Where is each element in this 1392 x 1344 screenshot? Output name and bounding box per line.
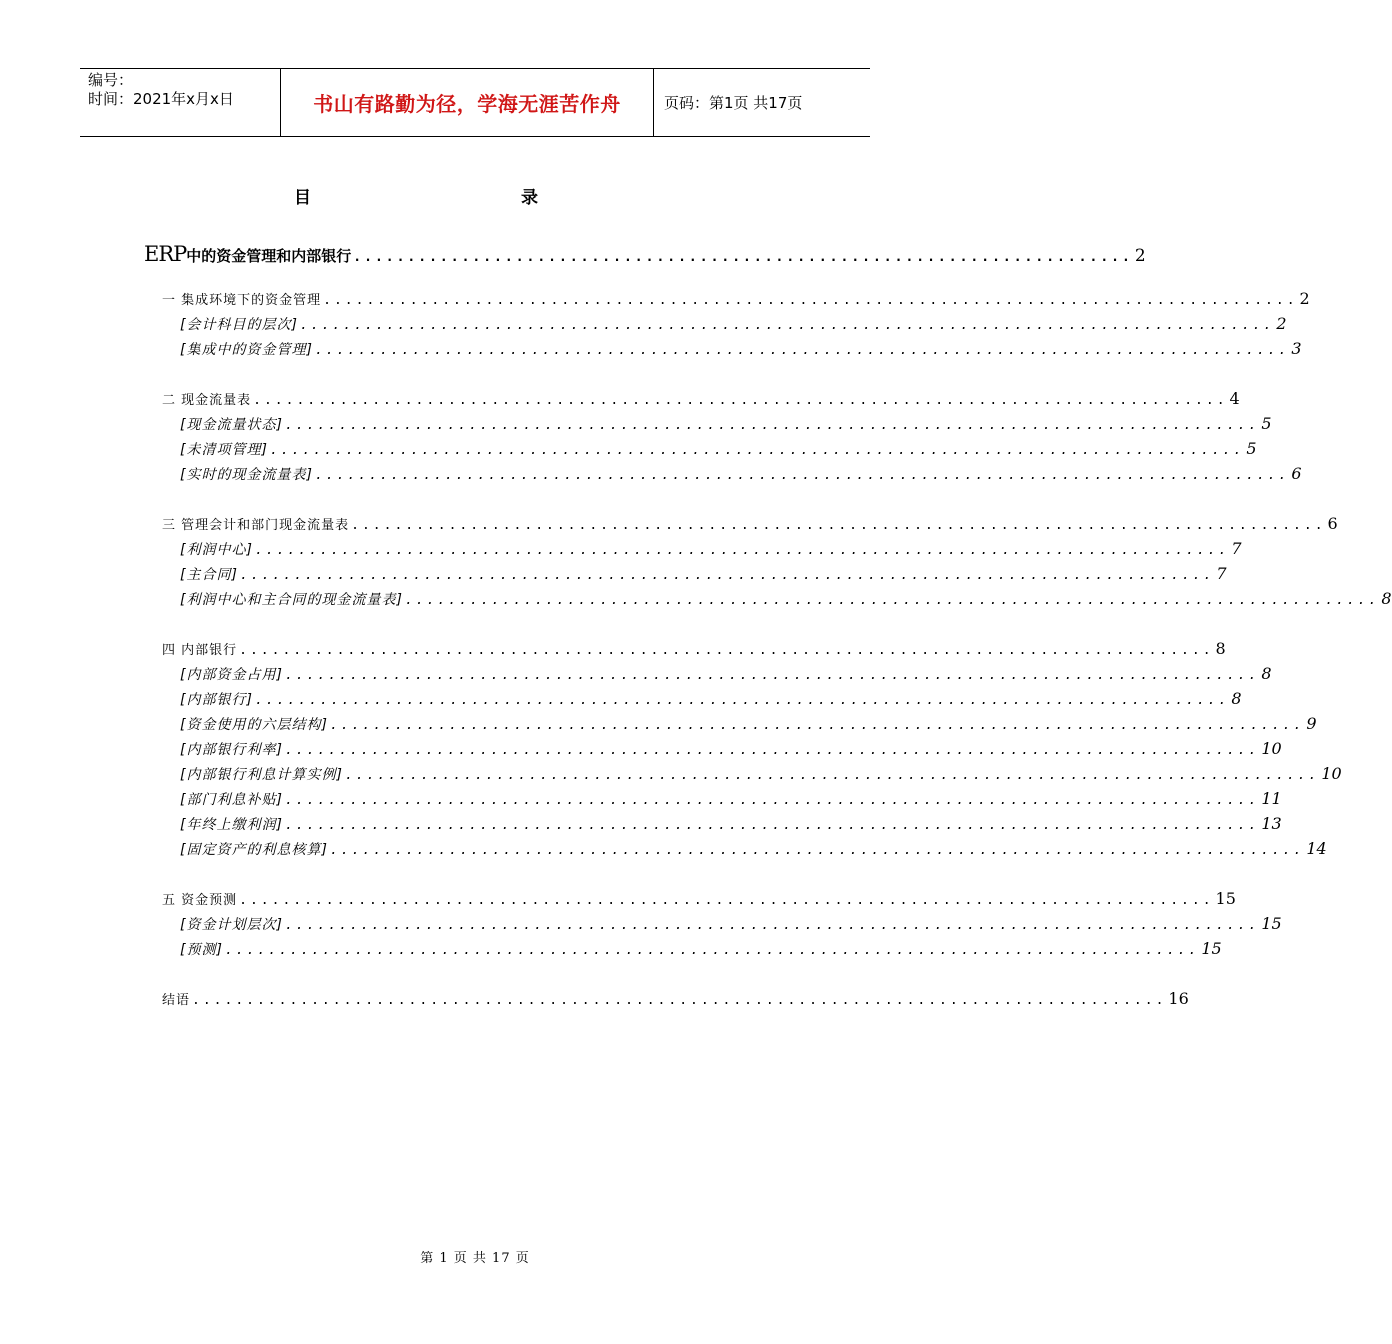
toc-entry-label: [现金流量状态] xyxy=(180,417,283,433)
toc-entry-label: [内部银行利息计算实例] xyxy=(180,767,343,783)
toc-entry-label: [会计科目的层次] xyxy=(180,317,298,333)
toc-entry-page: 16 xyxy=(1168,989,1189,1008)
toc-entry-label: [内部资金占用] xyxy=(180,667,283,683)
toc-leader-dots: .......................................................................................... xyxy=(284,793,1260,808)
toc-subsection-entry[interactable] xyxy=(180,339,1302,359)
toc-section-entry[interactable] xyxy=(162,514,1338,533)
toc-leader-dots: ........................................................................ xyxy=(353,250,1133,265)
toc-section-entry[interactable] xyxy=(162,389,1240,408)
toc-entry-page: 7 xyxy=(1216,564,1227,583)
header-page-info: 页码：第1页 共17页 xyxy=(664,94,803,112)
toc-subsection-entry[interactable] xyxy=(180,789,1282,809)
toc-subsection-entry[interactable] xyxy=(180,314,1287,334)
toc-subsection-entry[interactable] xyxy=(180,589,1392,609)
toc-subsection-entry[interactable] xyxy=(180,564,1227,584)
toc-entry-page: 10 xyxy=(1261,739,1282,758)
toc-main-prefix: ERP xyxy=(144,242,187,266)
doc-time-label: 时间：2021年x月x日 xyxy=(88,90,234,108)
toc-subsection-entry[interactable] xyxy=(180,814,1282,834)
toc-entry-page: 4 xyxy=(1229,389,1240,408)
toc-entry-label: [内部银行] xyxy=(180,692,253,708)
toc-entry-label: [实时的现金流量表] xyxy=(180,467,313,483)
toc-leader-dots: .......................................................................................... xyxy=(299,318,1275,333)
toc-subsection-entry[interactable] xyxy=(180,464,1302,484)
toc-leader-dots: .......................................................................................... xyxy=(351,518,1326,533)
toc-entry-label: 二 现金流量表 xyxy=(162,393,252,408)
toc-leader-dots: .......................................................................................... xyxy=(192,993,1167,1008)
toc-entry-page: 7 xyxy=(1231,539,1242,558)
toc-entry-page: 9 xyxy=(1306,714,1317,733)
toc-leader-dots: .......................................................................................... xyxy=(323,293,1298,308)
toc-entry-label: [利润中心] xyxy=(180,542,253,558)
toc-main-label xyxy=(144,242,351,266)
toc-entry-label: [资金使用的六层结构] xyxy=(180,717,328,733)
toc-subsection-entry[interactable] xyxy=(180,664,1272,684)
toc-subsection-entry[interactable] xyxy=(180,439,1257,459)
toc-entry-label: [未清项管理] xyxy=(180,442,268,458)
toc-leader-dots: .......................................................................................... xyxy=(404,593,1380,608)
toc-entry-page: 11 xyxy=(1261,789,1282,808)
toc-subsection-entry[interactable] xyxy=(180,714,1317,734)
toc-entry-page: 5 xyxy=(1246,439,1257,458)
toc-leader-dots: .......................................................................................... xyxy=(329,843,1305,858)
toc-entry-label: [预测] xyxy=(180,942,223,958)
toc-entry-label: 三 管理会计和部门现金流量表 xyxy=(162,518,350,533)
toc-entry-page: 14 xyxy=(1306,839,1327,858)
toc-leader-dots: .......................................................................................... xyxy=(284,668,1260,683)
toc-entry-page: 15 xyxy=(1215,889,1236,908)
page-footer: 第 1 页 共 17 页 xyxy=(420,1251,530,1266)
toc-leader-dots: .......................................................................................... xyxy=(284,743,1260,758)
toc-subsection-entry[interactable] xyxy=(180,739,1282,759)
toc-section-entry[interactable] xyxy=(162,639,1226,658)
toc-entry-page: 5 xyxy=(1261,414,1272,433)
toc-entry-label: [年终上缴利润] xyxy=(180,817,283,833)
toc-section-entry[interactable] xyxy=(162,289,1310,308)
toc-leader-dots: .......................................................................................... xyxy=(314,343,1290,358)
toc-entry-label: 一 集成环境下的资金管理 xyxy=(162,293,322,308)
toc-subsection-entry[interactable] xyxy=(180,414,1272,434)
toc-subsection-entry[interactable] xyxy=(180,914,1282,934)
toc-entry-label: 四 内部银行 xyxy=(162,643,238,658)
toc-entry-label: 结语 xyxy=(162,993,191,1008)
toc-entry-label: 五 资金预测 xyxy=(162,893,238,908)
toc-entry-label: [部门利息补贴] xyxy=(180,792,283,808)
toc-leader-dots: .......................................................................................... xyxy=(239,568,1215,583)
toc-entry-label: [利润中心和主合同的现金流量表] xyxy=(180,592,403,608)
toc-title xyxy=(0,183,950,213)
toc-entry-label: [固定资产的利息核算] xyxy=(180,842,328,858)
toc-title-char-2: 录 xyxy=(521,188,538,208)
toc-subsection-entry[interactable] xyxy=(180,839,1327,859)
toc-entry-label: [资金计划层次] xyxy=(180,917,283,933)
toc-entry-page: 15 xyxy=(1261,914,1282,933)
toc-leader-dots: .......................................................................................... xyxy=(284,418,1260,433)
header-motto: 书山有路勤为径，学海无涯苦作舟 xyxy=(281,69,654,136)
toc-section-entry[interactable] xyxy=(162,889,1236,908)
toc-entry-page: 8 xyxy=(1381,589,1392,608)
toc-entry-page: 2 xyxy=(1276,314,1287,333)
toc-entry-page: 8 xyxy=(1231,689,1242,708)
header-meta xyxy=(80,69,281,136)
toc-subsection-entry[interactable] xyxy=(180,764,1342,784)
toc-leader-dots: .......................................................................................... xyxy=(254,543,1230,558)
toc-entry-label: [集成中的资金管理] xyxy=(180,342,313,358)
toc-entry-page: 8 xyxy=(1215,639,1226,658)
toc-main-entry[interactable] xyxy=(144,242,1146,266)
toc-entry-page: 6 xyxy=(1291,464,1302,483)
toc-leader-dots: .......................................................................................... xyxy=(284,918,1260,933)
toc-leader-dots: .......................................................................................... xyxy=(329,718,1305,733)
toc-subsection-entry[interactable] xyxy=(180,939,1222,959)
toc-title-char-1: 目 xyxy=(294,188,311,208)
toc-entry-page: 3 xyxy=(1291,339,1302,358)
toc-leader-dots: .......................................................................................... xyxy=(344,768,1320,783)
toc-entry-page: 10 xyxy=(1321,764,1342,783)
toc-main-title: 中的资金管理和内部银行 xyxy=(186,247,352,265)
toc-leader-dots: .......................................................................................... xyxy=(254,693,1230,708)
toc-subsection-entry[interactable] xyxy=(180,539,1242,559)
toc-entry-page: 13 xyxy=(1261,814,1282,833)
toc-leader-dots: .......................................................................................... xyxy=(314,468,1290,483)
doc-number-label: 编号： xyxy=(88,71,134,89)
toc-entry-page: 15 xyxy=(1201,939,1222,958)
toc-entry-label: [内部银行利率] xyxy=(180,742,283,758)
toc-section-entry[interactable] xyxy=(162,989,1189,1008)
toc-main-page: 2 xyxy=(1134,246,1146,266)
toc-leader-dots: .......................................................................................... xyxy=(239,643,1214,658)
toc-leader-dots: .......................................................................................... xyxy=(269,443,1245,458)
toc-entry-page: 6 xyxy=(1327,514,1338,533)
toc-subsection-entry[interactable] xyxy=(180,689,1242,709)
toc-entry-page: 2 xyxy=(1299,289,1310,308)
toc-leader-dots: .......................................................................................... xyxy=(239,893,1214,908)
toc-leader-dots: .......................................................................................... xyxy=(253,393,1228,408)
toc-entry-page: 8 xyxy=(1261,664,1272,683)
page-header xyxy=(80,68,870,137)
toc-leader-dots: .......................................................................................... xyxy=(284,818,1260,833)
toc-leader-dots: .......................................................................................... xyxy=(224,943,1200,958)
toc-entry-label: [主合同] xyxy=(180,567,238,583)
